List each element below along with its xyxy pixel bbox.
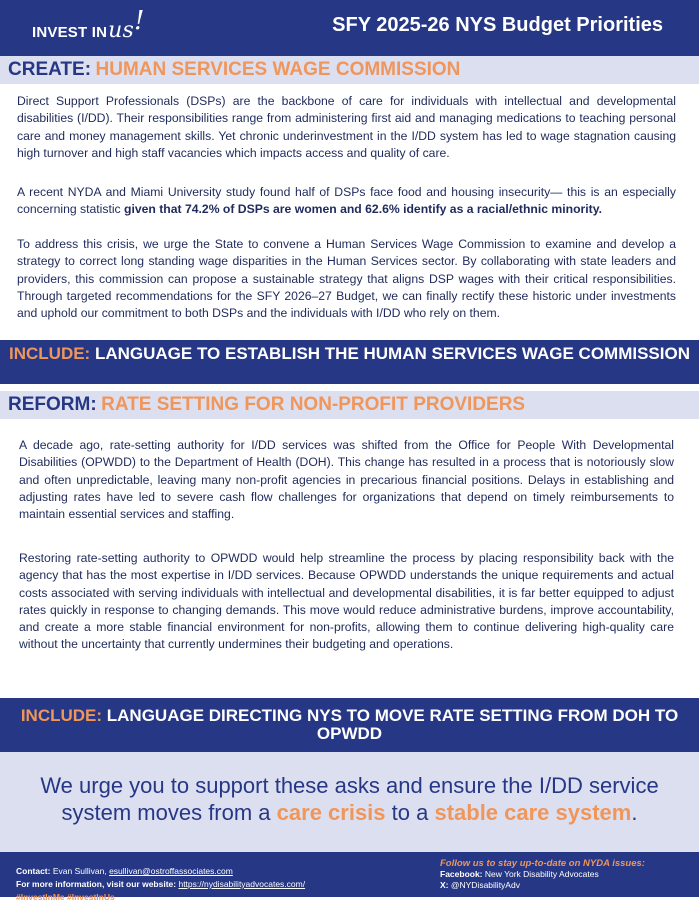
create-paragraph-2-text: A recent NYDA and Miami University study found half of DSPs face food and housing insecurity— this is an especially concerning statistic: [17, 185, 676, 217]
include-text: LANGUAGE DIRECTING NYS TO MOVE RATE SETTING FROM DOH TO OPWDD: [106, 706, 679, 743]
include-label: INCLUDE:: [9, 344, 91, 363]
header-bar: [0, 0, 699, 56]
footer: [0, 852, 699, 902]
call-to-action: [0, 752, 699, 852]
call-line-2c: .: [631, 800, 638, 825]
facebook-handle[interactable]: New York Disability Advocates: [482, 869, 599, 879]
call-line-2b: to a: [385, 800, 435, 825]
include-band-rate-setting: [0, 698, 699, 752]
reform-topic: RATE SETTING FOR NON-PROFIT PROVIDERS: [101, 394, 526, 415]
create-paragraph-2-emphasis: given that 74.2% of DSPs are women and 62.6% identify as a racial/ethnic minority.: [124, 202, 602, 217]
website-link[interactable]: https://nydisabilityadvocates.com/: [178, 879, 306, 889]
footer-social-block: [440, 858, 645, 891]
reform-paragraph-1: A decade ago, rate-setting authority for I/DD services was shifted from the Office for People With Developmental Disabilities (OPWDD) to the Department of Health (DOH). This change has resulted in a process that is notoriously slow and often unpredictable, leaving many non-profit agencies in precarious financial positions. Delays in establishing and adjusting rates have led to severe cash flow challenges for organizations that depend on timely reimbursements to maintain essential services and staffing.: [19, 438, 674, 522]
create-paragraph-1: Direct Support Professionals (DSPs) are the backbone of care for individuals with intellectual and developmental disabilities (I/DD). Their responsibilities range from administering first aid and managing medications to teaching personal care and money management skills. Yet chronic underinvestment in the I/DD system has led to wage stagnation causing high turnover and high staff vacancies which impacts access and quality of care.: [17, 94, 676, 160]
stable-care-highlight: stable care system: [434, 800, 632, 825]
logo-us: us: [108, 18, 135, 43]
call-line-2a: system moves from a: [61, 800, 277, 825]
include-band-wage-commission: [0, 340, 699, 384]
footer-contact-block: [16, 865, 305, 904]
page-title: SFY 2025-26 NYS Budget Priorities: [332, 14, 663, 36]
invest-in-us-logo: [32, 6, 145, 44]
facebook-label: Facebook:: [440, 869, 483, 879]
x-label: X:: [440, 880, 449, 890]
create-verb: CREATE:: [8, 59, 92, 80]
follow-heading: Follow us to stay up-to-date on NYDA issues:: [440, 858, 645, 869]
x-handle[interactable]: @NYDisabilityAdv: [448, 880, 520, 890]
create-paragraph-2: [17, 184, 676, 219]
contact-name: Evan Sullivan,: [50, 866, 110, 876]
call-line-1: We urge you to support these asks and ensure the I/DD service: [40, 773, 659, 798]
create-paragraph-3: To address this crisis, we urge the State to convene a Human Services Wage Commission to examine and develop a strategy to correct long standing wage disparities in the Human Services sector. By collaborating with state leaders and providers, this commission can propose a sustainable strategy that aligns DSP wages with their critical responsibilities. Through targeted recommendations for the SFY 2026–27 Budget, we can finally rectify these historic under investments and uphold our commitment to both DSPs and the individuals with I/DD who rely on them.: [17, 237, 676, 321]
reform-heading: [0, 391, 699, 419]
hashtags: #InvestInMe #InvestInUs: [16, 892, 115, 902]
contact-email-link[interactable]: esullivan@ostroffassociates.com: [109, 866, 233, 876]
include-label: INCLUDE:: [20, 706, 103, 725]
create-heading: [0, 56, 699, 84]
reform-paragraph-2: Restoring rate-setting authority to OPWDD would help streamline the process by placing responsibility back with the agency that has the most expertise in I/DD services. Because OPWDD understands the unique requirements and actual costs associated with serving individuals with intellectual and developmental disabilities, it is far better equipped to adjust rates quickly in response to changing demands. This move would reduce administrative burdens, improve accountability, and create a more stable financial environment for non-profits, allowing them to continue delivering high-quality care without the uncertainty that currently undermines their budgeting and operations.: [19, 551, 674, 652]
logo-prefix: INVEST IN: [32, 24, 108, 41]
create-topic: HUMAN SERVICES WAGE COMMISSION: [95, 59, 461, 80]
include-text: LANGUAGE TO ESTABLISH THE HUMAN SERVICES WAGE COMMISSION: [94, 344, 690, 363]
care-crisis-highlight: care crisis: [276, 800, 386, 825]
call-line-2: [0, 799, 699, 826]
reform-verb: REFORM:: [8, 394, 97, 415]
logo-bang: !: [134, 6, 145, 36]
contact-label: Contact:: [16, 866, 51, 876]
more-info-label: For more information, visit our website:: [16, 879, 179, 889]
